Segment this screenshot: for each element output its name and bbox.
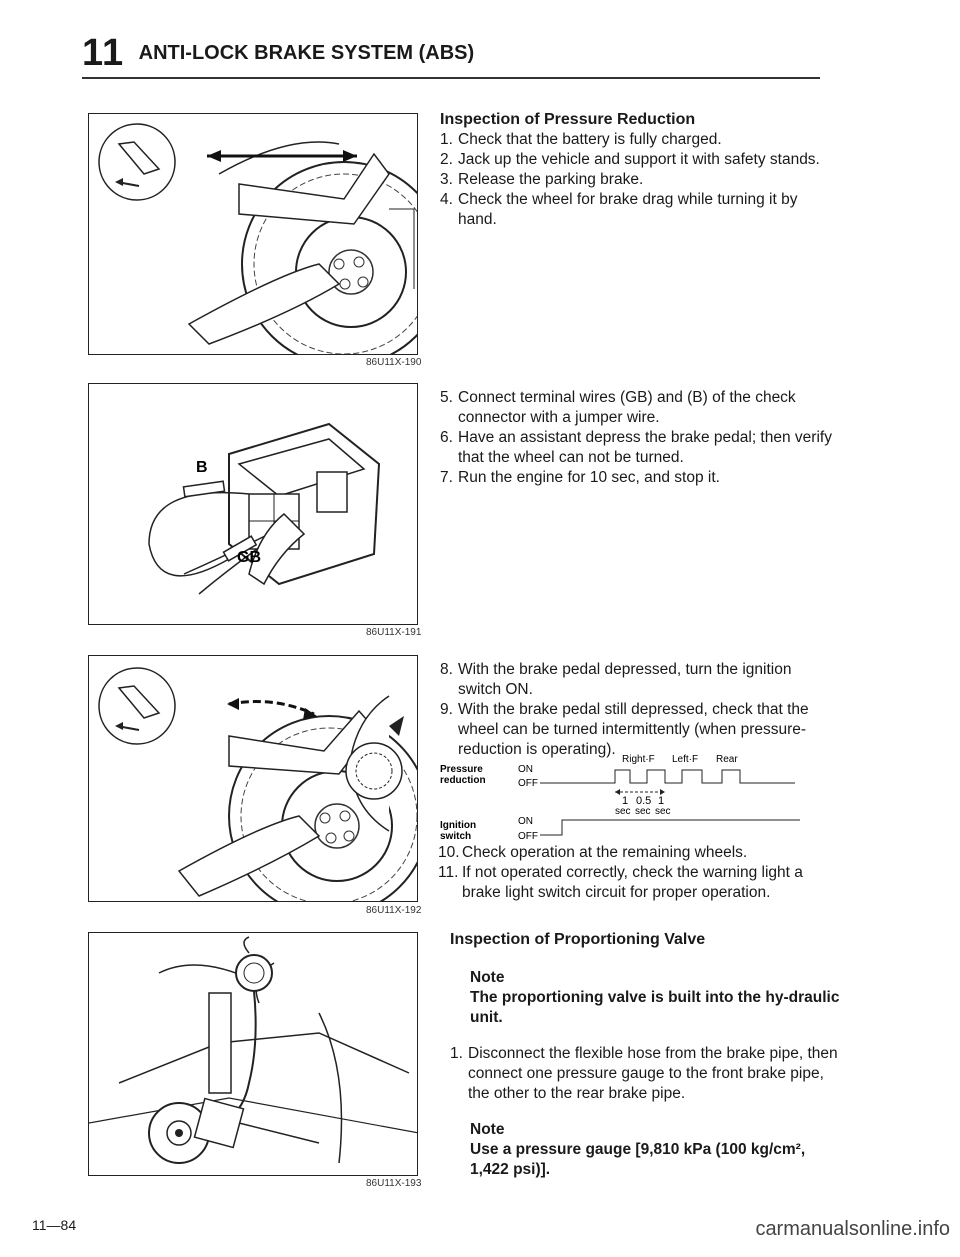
page-number: 11—84 [32, 1217, 77, 1233]
duration-label: 0.5 [636, 795, 652, 807]
step-item [440, 660, 835, 700]
label-b: B [196, 459, 208, 476]
wheel-label: Right·F [622, 754, 655, 765]
figure-wheel-check [88, 113, 418, 355]
step-item [440, 388, 835, 428]
unit-label: sec [615, 806, 631, 817]
step-number: 3. [440, 171, 453, 188]
step-item [440, 428, 835, 468]
section-jumper [440, 388, 835, 488]
step-item [440, 843, 840, 863]
step-text: With the brake pedal still depressed, check that the wheel can be turned intermittently (when pressure-reduction is operating). [458, 701, 809, 758]
section-pressure-reduction [440, 110, 835, 230]
step-number: 9. [440, 701, 453, 718]
pressure-gauge-illustration [89, 933, 417, 1175]
note-text: Use a pressure gauge [9,810 kPa (100 kg/cm², 1,422 psi)]. [470, 1141, 806, 1178]
step-number: 7. [440, 469, 453, 486]
figure-caption: 86U11X-193 [366, 1178, 422, 1189]
header-rule [82, 77, 820, 79]
unit-label: sec [635, 806, 651, 817]
timing-diagram [440, 752, 830, 840]
wheel-intermittent-illustration [89, 656, 417, 901]
figure-pressure-gauge [88, 932, 418, 1176]
section-heading: Inspection of Proportioning Valve [450, 931, 706, 948]
wheel-label: Left·F [672, 754, 699, 765]
step-item [440, 468, 835, 488]
step-text: Check operation at the remaining wheels. [462, 844, 748, 861]
step-text: Connect terminal wires (GB) and (B) of the check connector with a jumper wire. [458, 389, 796, 426]
chapter-number: 11 [82, 32, 125, 74]
note-block [450, 1120, 840, 1180]
section-heading: Inspection of Pressure Reduction [440, 111, 696, 128]
figure-caption: 86U11X-191 [366, 627, 422, 638]
row-label: Ignition [440, 820, 477, 831]
step-text: Release the parking brake. [458, 171, 644, 188]
unit-label: sec [655, 806, 671, 817]
step-number: 5. [440, 389, 453, 406]
duration-label: 1 [658, 795, 665, 807]
note-label: Note [470, 1121, 505, 1138]
level-off: OFF [518, 831, 538, 840]
step-item [450, 1044, 840, 1104]
level-on: ON [518, 816, 533, 827]
step-text: Check that the battery is fully charged. [458, 131, 722, 148]
step-item [440, 170, 835, 190]
step-number: 1. [450, 1045, 463, 1062]
label-gb: GB [237, 549, 261, 566]
chapter-title: ANTI-LOCK BRAKE SYSTEM (ABS) [138, 42, 475, 64]
step-text: Jack up the vehicle and support it with safety stands. [458, 151, 820, 168]
step-item [440, 130, 835, 150]
note-text: The proportioning valve is built into the hy-draulic unit. [470, 989, 840, 1026]
figure-wheel-intermittent [88, 655, 418, 902]
wheel-label: Rear [716, 754, 738, 765]
step-text: Check the wheel for brake drag while turning it by hand. [458, 191, 798, 228]
step-text: Have an assistant depress the brake pedal; then verify that the wheel can not be turned. [458, 429, 832, 466]
level-off: OFF [518, 778, 538, 789]
step-number: 11. [438, 864, 459, 881]
step-text: With the brake pedal depressed, turn the ignition switch ON. [458, 661, 792, 698]
step-text: Run the engine for 10 sec, and stop it. [458, 469, 720, 486]
step-number: 6. [440, 429, 453, 446]
page-header [82, 32, 822, 75]
figure-check-connector [88, 383, 418, 625]
connector-illustration [89, 384, 417, 624]
watermark: carmanualsonline.info [755, 1218, 950, 1240]
step-number: 2. [440, 151, 453, 168]
row-label: Pressure [440, 764, 483, 775]
section-remaining [440, 843, 840, 903]
note-label: Note [470, 969, 505, 986]
row-label: reduction [440, 775, 486, 786]
step-item [440, 190, 835, 230]
step-number: 10. [438, 844, 460, 861]
section-ignition [440, 660, 835, 760]
row-label: switch [440, 831, 472, 840]
duration-label: 1 [622, 795, 629, 807]
timing-chart [440, 752, 830, 840]
figure-caption: 86U11X-190 [366, 357, 422, 368]
note-block [450, 968, 840, 1028]
step-item [440, 150, 835, 170]
level-on: ON [518, 764, 533, 775]
step-number: 4. [440, 191, 453, 208]
step-item [440, 863, 840, 903]
step-number: 8. [440, 661, 453, 678]
step-text: Disconnect the flexible hose from the brake pipe, then connect one pressure gauge to the front brake pipe, the other to the rear brake pipe. [468, 1045, 838, 1102]
step-text: If not operated correctly, check the warning light a brake light switch circuit for proper operation. [462, 864, 803, 901]
wheel-hand-illustration [89, 114, 417, 354]
figure-caption: 86U11X-192 [366, 905, 422, 916]
step-number: 1. [440, 131, 453, 148]
step-item [440, 700, 835, 760]
section-proportioning-valve [450, 930, 840, 1180]
